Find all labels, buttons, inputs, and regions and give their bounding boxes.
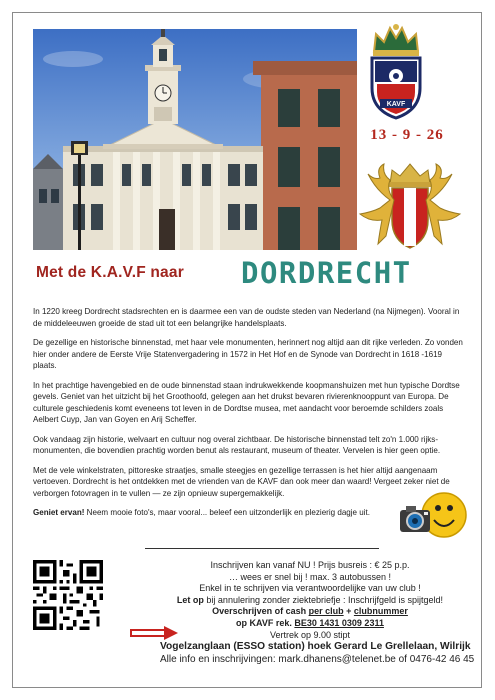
paragraph: In het prachtige havengebied en de oude binnenstad staan indrukwekkende koopmanshuizen met hun typische Dordtse gevels. Geniet van het uitzicht bij het Groothoofd, gelegen aan het drukst bevaren rivierenknooppunt van Europa. De culturele geschiedenis komt eveneens tot leven in de Dordtse musea, met aandacht voor beroemde schilders zoals Aelbert Cuyp, Jan van Goyen en Arij Scheffer. (33, 380, 460, 424)
paragraph: In 1220 kreeg Dordrecht stadsrechten en is daarmee een van de oudste steden van Nederland (na Nijmegen). Vooral in de middeleeuwen groeide de stad uit tot een belangrijke handelsplaats. (33, 307, 460, 328)
info-cancel (160, 595, 460, 607)
svg-text:KAVF: KAVF (386, 101, 406, 108)
closing-bold: Geniet ervan! (33, 508, 85, 517)
kavf-emblem (366, 22, 426, 122)
headline-city: DORDRECHT (241, 256, 412, 290)
info-payment (160, 606, 460, 618)
info-account-number: BE30 1431 0309 2311 (294, 617, 384, 628)
city-hall-photo (33, 29, 357, 250)
headline-lead: Met de K.A.V.F naar (36, 264, 184, 281)
info-payment-clubnumber: clubnummer (353, 606, 408, 617)
info-payment-plus: + (343, 606, 354, 617)
info-location: Vogelzanglaan (ESSO station) hoek Gerard Le Grellelaan, Wilrijk (160, 641, 471, 653)
paragraph: Met de vele winkelstraten, pittoreske straatjes, smalle steegjes en gezellige terrassen is het hier altijd aangenaam vertoeven. Dordrecht is het ontdekken met de vrienden van de KAVF dan ook meer dan waard! Vergeet zeker niet de verborgen fotovragen in te vullen — ze zijn opnieuw supergemakkelijk. (33, 465, 450, 498)
info-payment-text: Overschrijven of cash (212, 606, 309, 617)
dordrecht-coat-of-arms (346, 160, 474, 250)
paragraph: Ook vandaag zijn historie, welvaart en cultuur nog overal zichtbaar. De historische binnenstad telt zo'n 1.000 rijks-monumenten, die bovendien prachtig worden benut als restaurant, museum of theater. Vervelen is hier geen optie. (33, 434, 441, 455)
registration-info (160, 560, 475, 666)
info-hurry: … wees er snel bij ! max. 3 autobussen ! (228, 571, 392, 582)
info-cancel-bold: Let op (176, 594, 204, 605)
info-contact[interactable]: Alle info en inschrijvingen: mark.dhanens@telenet.be of 0476-42 46 45 (160, 653, 475, 665)
info-account-label: op KAVF rek. (236, 617, 295, 628)
event-date: 13 - 9 - 26 (370, 127, 444, 143)
info-departure: Vertrek op 9.00 stipt (269, 629, 351, 640)
qr-code[interactable] (33, 560, 103, 630)
info-price: Inschrijven kan vanaf NU ! Prijs busreis : € 25 p.p. (210, 560, 410, 570)
paragraph: De gezellige en historische binnenstad, met haar vele monumenten, herinnert nog altijd aan dit rijke verleden. Zo vonden hier onder andere de Eerste Vrije Statenvergadering in 1572 in Het Hof en de Synode van Dordrecht in 1618 -1619 plaats. (33, 338, 463, 370)
headline (36, 256, 466, 292)
info-account (160, 618, 460, 630)
closing-rest: Neem mooie foto's, maar vooral... beleef een uitzonderlijk en plezierig dagje uit. (84, 508, 371, 517)
info-payment-club: per club (308, 606, 344, 617)
info-club: Enkel in te schrijven via verantwoordelijke van uw club ! (199, 583, 421, 594)
divider (145, 548, 379, 549)
info-cancel-rest: bij annulering zonder ziektebriefje : Inschrijfgeld is spijtgeld! (203, 594, 444, 605)
smiley-camera-icon (396, 488, 468, 542)
